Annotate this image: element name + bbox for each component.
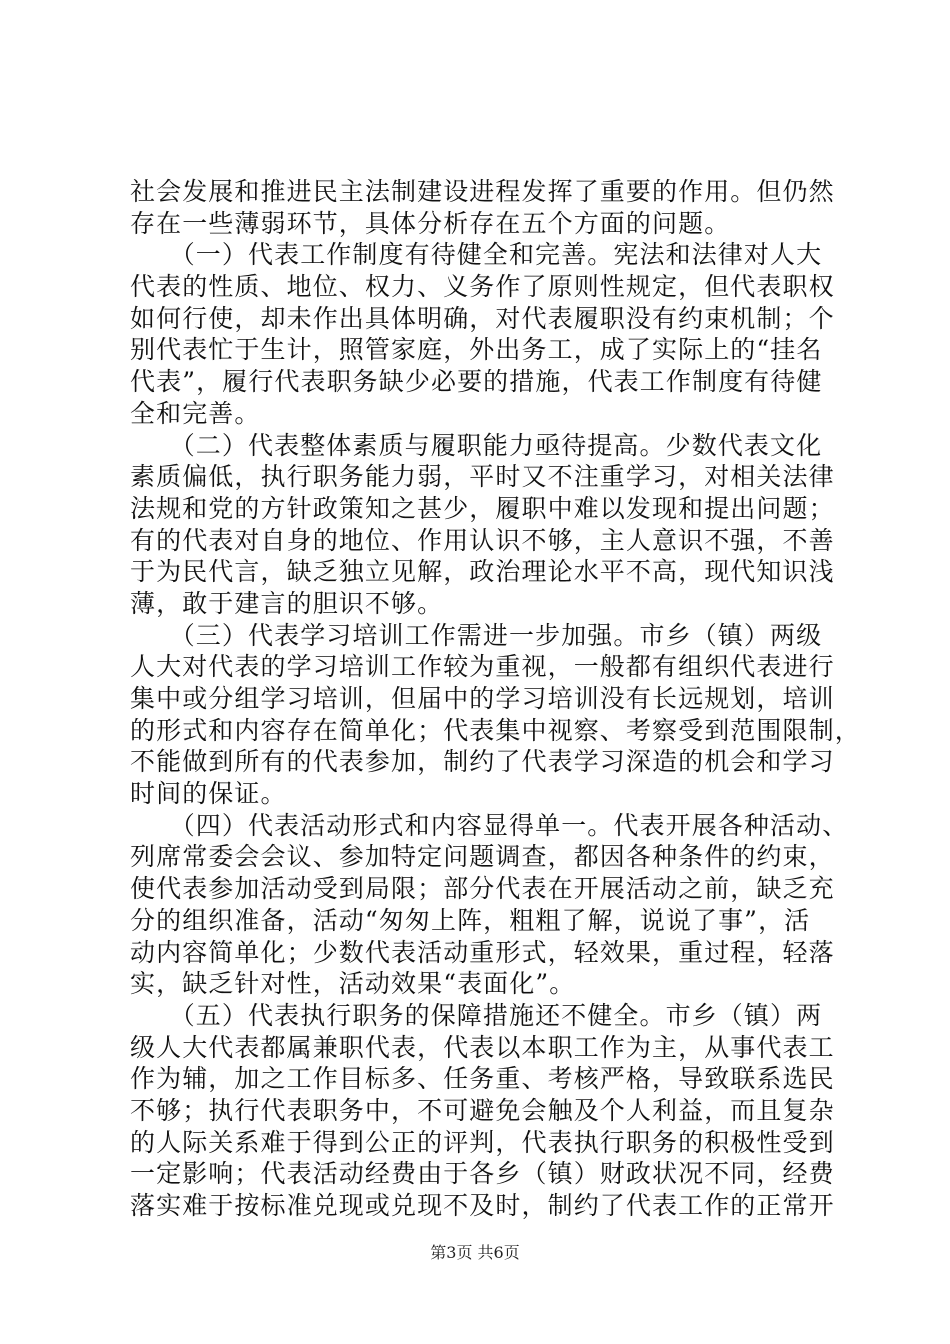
text-line: 代表”，履行代表职务缺少必要的措施，代表工作制度有待健 <box>130 367 823 397</box>
text-line: 薄，敢于建言的胆识不够。 <box>130 588 444 618</box>
text-line: 时间的保证。 <box>130 779 287 809</box>
text-line: 于为民代言，缺乏独立见解，政治理论水平不高，现代知识浅 <box>130 557 835 587</box>
text-line: 分的组织准备，活动“匆匆上阵，粗粗了解，说说了事”，活 <box>130 905 811 935</box>
text-line: （二）代表整体素质与履职能力亟待提高。少数代表文化 <box>130 430 823 460</box>
text-line: 列席常委会会议、参加特定问题调查，都因各种条件的约束， <box>130 842 835 872</box>
text-line: 集中或分组学习培训，但届中的学习培训没有长远规划，培训 <box>130 684 835 713</box>
text-line: 别代表忙于生计，照管家庭，外出务工，成了实际上的“挂名 <box>130 335 823 365</box>
text-line: 人大对代表的学习培训工作较为重视，一般都有组织代表进行 <box>130 652 835 682</box>
page-number-footer: 第3页 共6页 <box>430 1243 520 1262</box>
text-line: 有的代表对自身的地位、作用认识不够，主人意识不强，不善 <box>130 525 835 555</box>
text-line: 代表的性质、地位、权力、义务作了原则性规定，但代表职权 <box>130 272 835 302</box>
text-line: 不能做到所有的代表参加，制约了代表学习深造的机会和学习 <box>130 747 835 777</box>
text-line: 级人大代表都属兼职代表，代表以本职工作为主，从事代表工 <box>130 1032 835 1062</box>
text-line: 使代表参加活动受到局限；部分代表在开展活动之前，缺乏充 <box>130 874 835 904</box>
text-line: 动内容简单化；少数代表活动重形式，轻效果，重过程，轻落 <box>130 937 835 967</box>
text-line: 社会发展和推进民主法制建设进程发挥了重要的作用。但仍然 <box>130 177 835 206</box>
text-line: 作为辅，加之工作目标多、任务重、考核严格，导致联系选民 <box>130 1064 835 1094</box>
text-line: （五）代表执行职务的保障措施还不健全。市乡（镇）两 <box>130 1000 823 1030</box>
body-text <box>130 176 861 1222</box>
text-line: 素质偏低，执行职务能力弱，平时又不注重学习，对相关法律 <box>130 462 835 492</box>
text-line: 如何行使，却未作出具体明确，对代表履职没有约束机制；个 <box>130 303 835 333</box>
text-line: 的人际关系难于得到公正的评判，代表执行职务的积极性受到 <box>130 1127 835 1157</box>
text-line: 的形式和内容存在简单化；代表集中视察、考察受到范围限制， <box>130 715 861 745</box>
text-line: 法规和党的方针政策知之甚少，履职中难以发现和提出问题； <box>130 493 835 523</box>
text-line: （三）代表学习培训工作需进一步加强。市乡（镇）两级 <box>130 620 823 650</box>
text-line: 不够；执行代表职务中，不可避免会触及个人利益，而且复杂 <box>130 1095 835 1125</box>
text-line: （一）代表工作制度有待健全和完善。宪法和法律对人大 <box>130 240 823 270</box>
text-line: （四）代表活动形式和内容显得单一。代表开展各种活动、 <box>130 810 849 840</box>
text-line: 全和完善。 <box>130 398 261 428</box>
text-line: 存在一些薄弱环节，具体分析存在五个方面的问题。 <box>130 208 731 238</box>
text-line: 一定影响；代表活动经费由于各乡（镇）财政状况不同，经费 <box>130 1159 835 1189</box>
text-line: 落实难于按标准兑现或兑现不及时，制约了代表工作的正常开 <box>130 1191 835 1220</box>
text-line: 实，缺乏针对性，活动效果“表面化”。 <box>130 969 576 999</box>
